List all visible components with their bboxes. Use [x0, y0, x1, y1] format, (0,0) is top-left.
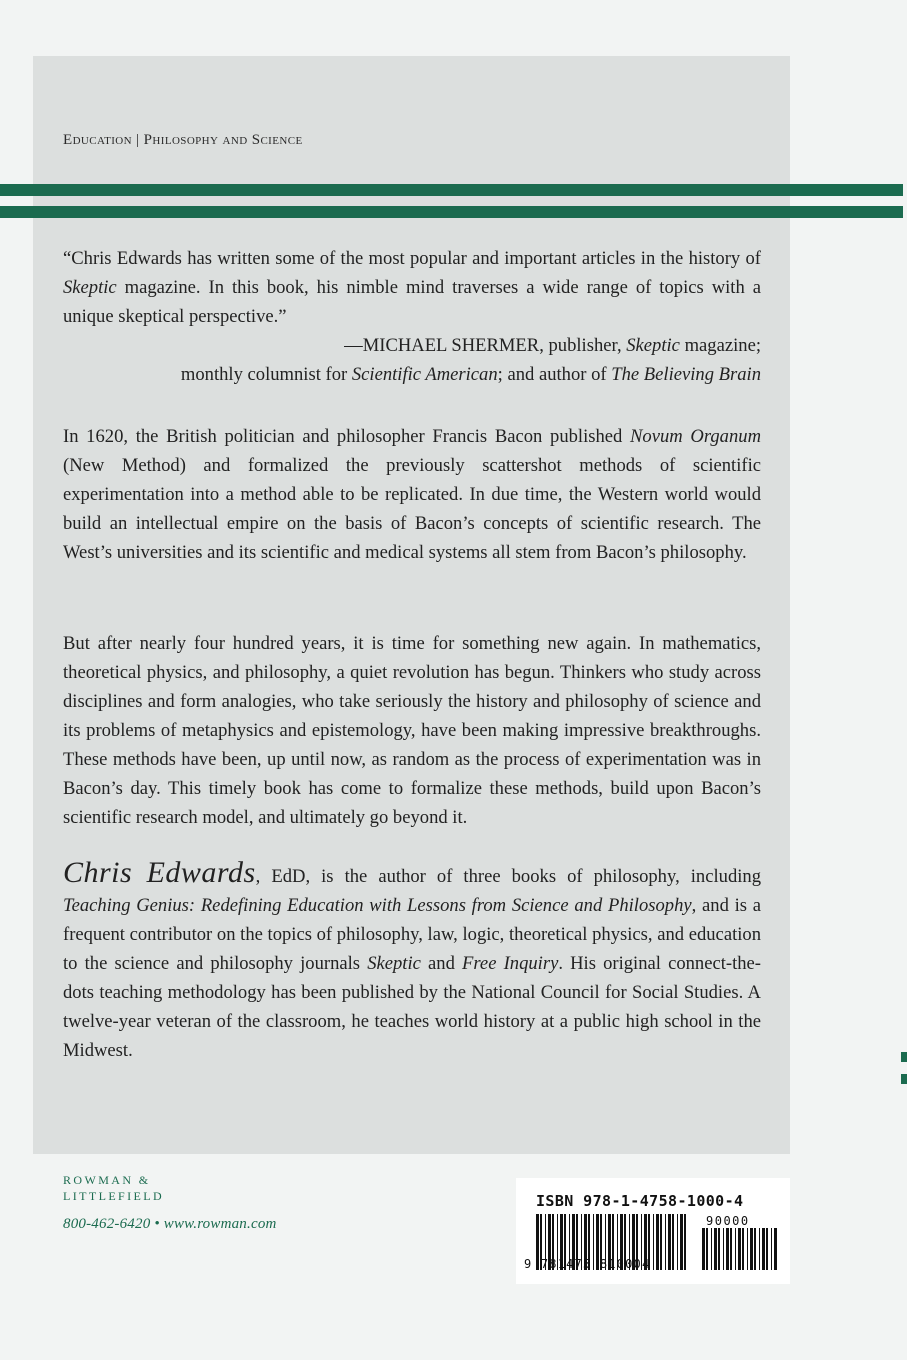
- description-paragraph-2: But after nearly four hundred years, it is time for something new again. In mathematics, theoretical physics, and philosophy, a quiet revolution has begun. Thinkers who study across disciplines and form analogies, who take seriously the history and philosophy of science and its problems of metaphysics and epistemology, have been making impressive breakthroughs. These methods have been, up until now, as random as the process of experimentation was in Bacon’s day. This timely book has come to formalize these methods, build upon Bacon’s scientific research model, and ultimately go beyond it.: [63, 633, 761, 828]
- barcode-digits: 9 781475 810004: [524, 1257, 651, 1271]
- publisher-contact: 800-462-6420 • www.rowman.com: [63, 1216, 277, 1232]
- barcode-bar: [735, 1228, 736, 1270]
- barcode-bar: [660, 1214, 662, 1270]
- isbn-barcode: [516, 1178, 790, 1284]
- barcode-bar: [762, 1228, 765, 1270]
- author-name: Chris Edwards: [63, 856, 256, 889]
- spine-tick-top: [901, 1052, 907, 1062]
- barcode-bar: [754, 1228, 756, 1270]
- price-code: 90000: [706, 1214, 750, 1228]
- barcode-bar: [738, 1228, 741, 1270]
- barcode-bar: [702, 1228, 705, 1270]
- barcode-bar: [684, 1214, 686, 1270]
- barcode-bar: [706, 1228, 708, 1270]
- barcode-bar: [747, 1228, 748, 1270]
- barcode-bar: [677, 1214, 678, 1270]
- category-label: Education | Philosophy and Science: [63, 132, 303, 148]
- publisher-block: [63, 1172, 277, 1233]
- endorsement-attribution: —MICHAEL SHERMER, publisher, Skeptic magazine; monthly columnist for Scientific American; and author of The Believing Brain: [180, 335, 761, 385]
- barcode-bar: [730, 1228, 732, 1270]
- author-bio: Chris Edwards, EdD, is the author of three books of philosophy, including Teaching Genius: Redefining Education with Lessons from Science and Philosophy, and is a frequent contributor on the topics of philosophy, law, logic, theoretical physics, and education to the science and philosophy journals Skeptic and Free Inquiry. His original connect-the-dots teaching methodology has been published by the National Council for Social Studies. A twelve-year veteran of the classroom, he teaches world history at a public high school in the Midwest.: [63, 856, 762, 1061]
- barcode-bar: [723, 1228, 724, 1270]
- barcode-bar: [742, 1228, 744, 1270]
- barcode-bar: [680, 1214, 683, 1270]
- barcode-bar: [656, 1214, 659, 1270]
- barcode-bar: [759, 1228, 760, 1270]
- barcode-bar: [774, 1228, 777, 1270]
- publisher-logo-line-1: ROWMAN &: [63, 1173, 151, 1187]
- barcode-bar: [714, 1228, 717, 1270]
- barcode-bar: [750, 1228, 753, 1270]
- isbn-number: ISBN 978-1-4758-1000-4: [536, 1192, 744, 1210]
- barcode-bar: [653, 1214, 654, 1270]
- barcode-bar: [672, 1214, 674, 1270]
- barcode-bar: [718, 1228, 720, 1270]
- barcode-bar: [766, 1228, 768, 1270]
- barcode-bar: [726, 1228, 729, 1270]
- accent-band-top: [0, 184, 903, 196]
- barcode-bar: [771, 1228, 772, 1270]
- barcode-bar: [665, 1214, 666, 1270]
- endorsement-quote: “Chris Edwards has written some of the most popular and important articles in the history of Skeptic magazine. In this book, his nimble mind traverses a wide range of topics with a unique skeptical perspective.” —MICHAEL SHERMER, publisher, Skeptic magazine; monthly columnist for Scientific American; and author of The Believing Brain: [63, 244, 761, 389]
- spine-tick-bottom: [901, 1074, 907, 1084]
- description-paragraph-1: In 1620, the British politician and philosopher Francis Bacon published Novum Organum (New Method) and formalized the previously scattershot methods of scientific experimentation into a method able to be replicated. In due time, the Western world would build an intellectual empire on the basis of Bacon’s concepts of scientific research. The West’s universities and its scientific and medical systems all stem from Bacon’s philosophy.: [63, 426, 761, 563]
- accent-band-bottom: [0, 206, 903, 218]
- publisher-logo-line-2: LITTLEFIELD: [63, 1189, 165, 1203]
- barcode-bar: [668, 1214, 671, 1270]
- barcode-bar: [711, 1228, 712, 1270]
